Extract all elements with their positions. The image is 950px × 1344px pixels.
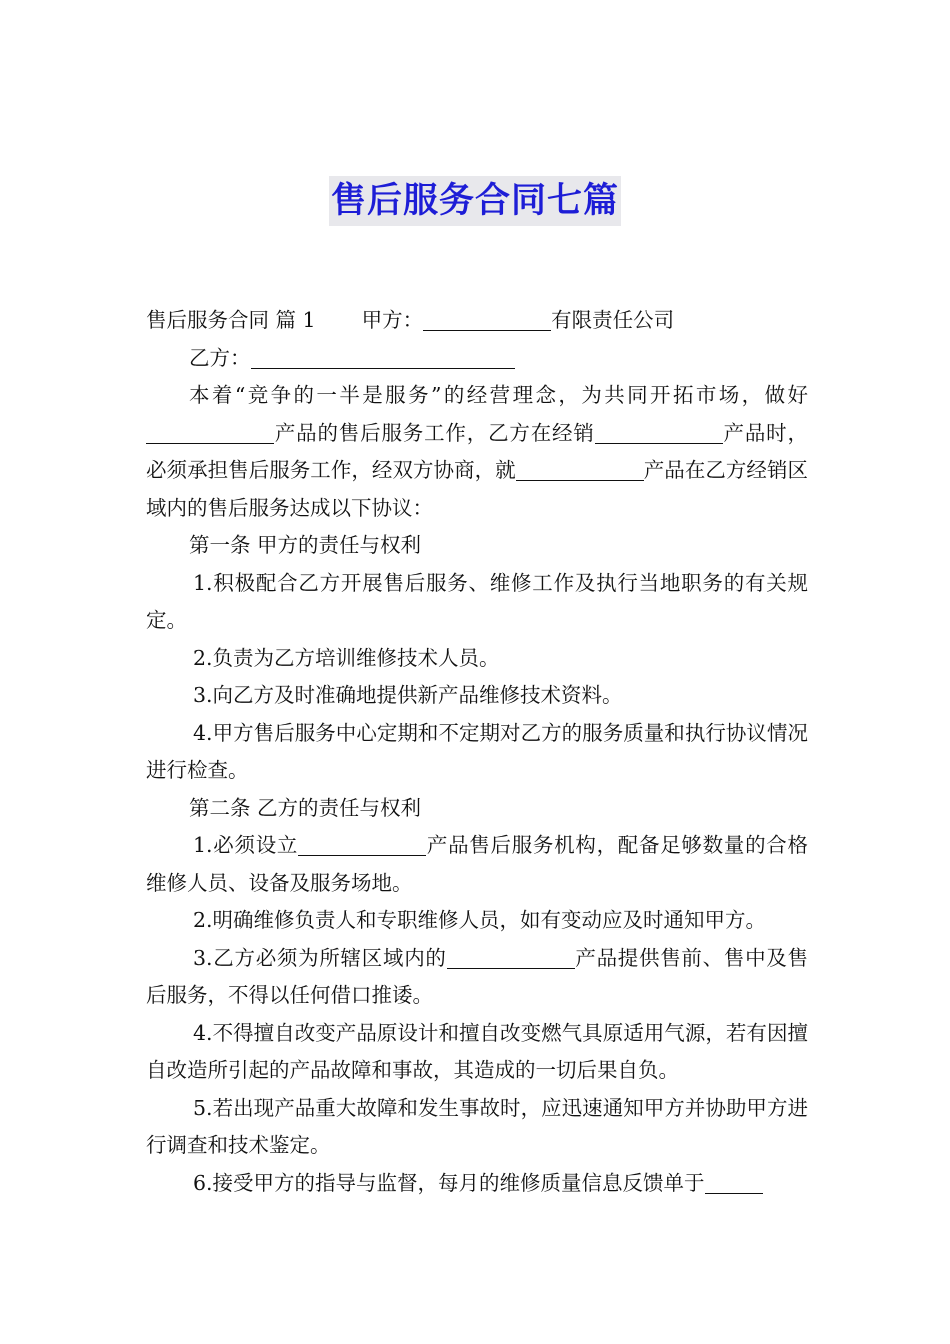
article2-heading: 第二条 乙方的责任与权利 xyxy=(189,795,422,820)
article2-item-6 xyxy=(146,1165,808,1203)
blank-line xyxy=(447,942,575,969)
blank-line xyxy=(423,304,551,331)
article1-item-4: 4.甲方售后服务中心定期和不定期对乙方的服务质量和执行协议情况进行检查。 xyxy=(146,720,808,782)
article2-item-1 xyxy=(146,827,808,902)
intro-paragraph xyxy=(146,377,808,527)
contract-heading: 售后服务合同 篇 1 xyxy=(146,308,316,332)
party-b-label: 乙方： xyxy=(189,345,251,370)
blank-line xyxy=(595,417,723,444)
blank-line xyxy=(516,454,644,481)
party-b-line xyxy=(146,340,808,378)
item-text: 1.必须设立 xyxy=(193,833,299,857)
document-title-row xyxy=(0,176,950,232)
party-a-suffix: 有限责任公司 xyxy=(551,308,675,332)
intro-text: 产品在乙方经销区域内的售后服务达成以下协议： xyxy=(146,458,809,520)
item-text: 产品售后服务机构，配备足够数量的合格维修人员、设备及服务场地。 xyxy=(146,833,809,895)
article1-heading: 第一条 甲方的责任与权利 xyxy=(189,533,422,557)
article2-item-2: 2.明确维修负责人和专职维修人员，如有变动应及时通知甲方。 xyxy=(193,908,767,932)
document-title: 售后服务合同七篇 xyxy=(329,176,621,226)
item-text: 6.接受甲方的指导与监督，每月的维修质量信息反馈单于 xyxy=(193,1170,705,1195)
article1-item-3: 3.向乙方及时准确地提供新产品维修技术资料。 xyxy=(193,683,623,707)
intro-text: 产品时，必须承担售后服务工作，经双方协商，就 xyxy=(146,420,809,482)
blank-line xyxy=(705,1167,763,1194)
item-text: 3.乙方必须为所辖区域内的 xyxy=(193,945,447,970)
blank-line xyxy=(298,829,426,856)
party-a-label: 甲方： xyxy=(361,308,424,332)
article2-item-4: 4.不得擅自改变产品原设计和擅自改变燃气具原适用气源，若有因擅自改造所引起的产品故障和事故，其造成的一切后果自负。 xyxy=(146,1020,808,1082)
article2-item-3 xyxy=(146,940,808,1015)
intro-text: 产品的售后服务工作，乙方在经销 xyxy=(274,420,595,445)
article1-item-1: 1.积极配合乙方开展售后服务、维修工作及执行当地职务的有关规定。 xyxy=(146,570,808,632)
blank-line xyxy=(146,417,274,444)
item-text: 产品提供售前、售中及售后服务，不得以任何借口推诿。 xyxy=(146,945,809,1007)
document-body xyxy=(146,302,808,1202)
header-line xyxy=(146,302,808,340)
article1-item-2: 2.负责为乙方培训维修技术人员。 xyxy=(193,645,500,670)
intro-text: 本着“竞争的一半是服务”的经营理念，为共同开拓市场，做好 xyxy=(189,383,808,407)
blank-line xyxy=(251,342,515,369)
article2-item-5: 5.若出现产品重大故障和发生事故时，应迅速通知甲方并协助甲方进行调查和技术鉴定。 xyxy=(146,1095,808,1157)
